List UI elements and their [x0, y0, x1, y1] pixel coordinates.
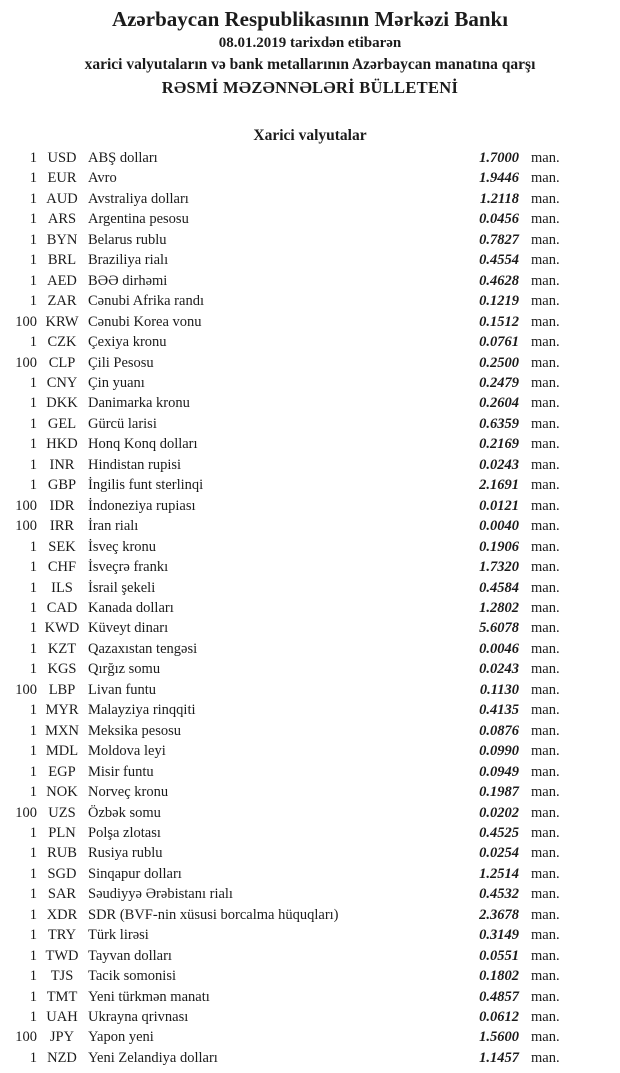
rate-value: 5.6078 [479, 620, 519, 637]
rate-value: 0.1987 [479, 784, 519, 801]
rate-unit-label: man. [531, 395, 560, 412]
rate-row [0, 434, 620, 454]
currency-code: CNY [46, 374, 78, 391]
rate-value: 0.4628 [479, 272, 519, 289]
rate-value: 2.1691 [479, 477, 519, 494]
rate-quantity: 1 [29, 947, 37, 964]
rate-row [0, 618, 620, 638]
currency-code: TJS [50, 968, 74, 985]
rate-unit-label: man. [531, 518, 560, 535]
rate-unit-label: man. [531, 456, 560, 473]
rate-row [0, 496, 620, 516]
rate-row [0, 1007, 620, 1027]
rate-value: 0.0202 [479, 804, 519, 821]
rate-value: 0.0990 [479, 743, 519, 760]
rate-row [0, 291, 620, 311]
rate-unit-label: man. [531, 559, 560, 576]
rate-quantity: 1 [29, 272, 37, 289]
currency-code: EGP [48, 763, 76, 780]
currency-code: RUB [47, 845, 77, 862]
rate-unit-label: man. [531, 436, 560, 453]
rate-quantity: 1 [29, 211, 37, 228]
rate-quantity: 1 [29, 395, 37, 412]
rate-unit-label: man. [531, 150, 560, 166]
rate-value: 0.1906 [479, 538, 519, 555]
currency-name: Küveyt dinarı [88, 620, 169, 637]
rate-quantity: 1 [29, 845, 37, 862]
rate-value: 0.0551 [479, 947, 519, 964]
currency-name: Yeni Zelandiya dolları [88, 1049, 218, 1066]
rate-quantity: 1 [29, 334, 37, 351]
rate-quantity: 1 [29, 968, 37, 985]
rate-value: 1.5600 [479, 1029, 519, 1046]
rate-value: 0.0612 [479, 1009, 519, 1026]
currency-code: KWD [44, 620, 80, 637]
currency-code: TMT [46, 988, 78, 1005]
currency-code: SAR [47, 886, 77, 903]
rate-row [0, 353, 620, 373]
currency-name: İsveçrə frankı [88, 559, 169, 576]
currency-name: Ukrayna qrivnası [88, 1009, 189, 1026]
currency-name: ABŞ dolları [88, 150, 158, 166]
rate-quantity: 1 [29, 763, 37, 780]
currency-name: Danimarka kronu [88, 395, 190, 412]
rate-value: 0.0121 [479, 497, 519, 514]
currency-name: Belarus rublu [88, 231, 167, 248]
rate-unit-label: man. [531, 906, 560, 923]
rate-row [0, 966, 620, 986]
document-header [0, 0, 620, 99]
rate-row [0, 905, 620, 925]
rate-unit-label: man. [531, 231, 560, 248]
rate-unit-label: man. [531, 497, 560, 514]
rate-row [0, 455, 620, 475]
rate-row [0, 271, 620, 291]
bank-title: Azərbaycan Respublikasının Mərkəzi Bankı [111, 7, 509, 31]
rate-value: 2.3678 [479, 906, 519, 923]
rate-quantity: 1 [29, 415, 37, 432]
currency-code: ZAR [47, 293, 77, 310]
currency-name: Rusiya rublu [88, 845, 163, 862]
rate-value: 0.2479 [479, 374, 519, 391]
currency-code: TWD [45, 947, 79, 964]
currency-name: Sinqapur dolları [88, 865, 182, 882]
rate-value: 1.2802 [479, 599, 519, 616]
rate-quantity: 1 [29, 293, 37, 310]
currency-name: Özbək somu [88, 804, 161, 821]
currency-name: Malayziya rinqqiti [88, 702, 196, 719]
rate-value: 1.7000 [479, 150, 519, 166]
rate-value: 1.2118 [479, 190, 519, 207]
rate-quantity: 100 [15, 497, 37, 514]
currency-name: İsveç kronu [88, 538, 157, 555]
document-subtitle: xarici valyutaların və bank metallarının Azərbaycan manatına qarşı [84, 56, 536, 73]
rate-unit-label: man. [531, 804, 560, 821]
currency-code: NOK [46, 784, 78, 801]
rate-unit-label: man. [531, 579, 560, 596]
rate-unit-label: man. [531, 865, 560, 882]
rate-value: 0.0040 [479, 518, 519, 535]
rate-value: 0.4532 [479, 886, 519, 903]
rate-quantity: 1 [29, 886, 37, 903]
currency-code: GEL [47, 415, 77, 432]
currency-name: Moldova leyi [88, 743, 166, 760]
rate-value: 0.0243 [479, 661, 519, 678]
currency-code: DKK [46, 395, 78, 412]
rate-quantity: 1 [29, 436, 37, 453]
currency-name: Cənubi Korea vonu [88, 313, 202, 330]
rate-unit-label: man. [531, 968, 560, 985]
effective-date-line: 08.01.2019 tarixdən etibarən [218, 35, 402, 51]
rate-quantity: 1 [29, 784, 37, 801]
currency-code: KGS [47, 661, 77, 678]
currency-code: BRL [47, 252, 77, 269]
rate-unit-label: man. [531, 211, 560, 228]
currency-name: BƏƏ dirhəmi [88, 272, 168, 289]
currency-name: Meksika pesosu [88, 722, 182, 739]
rate-quantity: 1 [29, 824, 37, 841]
bulletin-title: RƏSMİ MƏZƏNNƏLƏRİ BÜLLETENİ [161, 78, 459, 97]
currency-code: XDR [46, 906, 78, 923]
rate-quantity: 1 [29, 477, 37, 494]
rate-unit-label: man. [531, 1049, 560, 1066]
rate-row [0, 373, 620, 393]
rate-unit-label: man. [531, 681, 560, 698]
rate-row [0, 189, 620, 209]
rate-unit-label: man. [531, 702, 560, 719]
rate-unit-label: man. [531, 599, 560, 616]
rate-value: 0.3149 [479, 927, 519, 944]
rate-value: 0.7827 [479, 231, 519, 248]
rate-row [0, 537, 620, 557]
currency-name: Səudiyyə Ərəbistanı rialı [88, 886, 233, 903]
rate-row [0, 332, 620, 352]
rate-row [0, 987, 620, 1007]
rate-quantity: 1 [29, 170, 37, 187]
rate-value: 0.4525 [479, 824, 519, 841]
rate-value: 0.2169 [479, 436, 519, 453]
rate-row [0, 516, 620, 536]
rate-quantity: 1 [29, 579, 37, 596]
currency-code: LBP [48, 681, 76, 698]
rate-row [0, 475, 620, 495]
rate-quantity: 100 [15, 313, 37, 330]
rate-quantity: 1 [29, 599, 37, 616]
rate-unit-label: man. [531, 927, 560, 944]
rate-unit-label: man. [531, 763, 560, 780]
currency-name: İsrail şekeli [88, 579, 156, 596]
rate-unit-label: man. [531, 661, 560, 678]
rate-value: 0.6359 [479, 415, 519, 432]
rate-row [0, 312, 620, 332]
currency-name: Argentina pesosu [88, 211, 189, 228]
rate-quantity: 100 [15, 804, 37, 821]
currency-code: SEK [48, 538, 76, 555]
rate-row [0, 148, 620, 168]
rate-row [0, 250, 620, 270]
currency-code: IRR [49, 518, 75, 535]
rate-quantity: 1 [29, 702, 37, 719]
rate-value: 0.0254 [479, 845, 519, 862]
currency-name: Türk lirəsi [88, 927, 149, 944]
currency-name: Livan funtu [88, 681, 157, 698]
rate-quantity: 1 [29, 1049, 37, 1066]
rate-row [0, 680, 620, 700]
rate-value: 0.1130 [479, 681, 519, 698]
currency-code: AUD [46, 190, 78, 207]
currency-name: İndoneziya rupiası [88, 497, 196, 514]
rate-unit-label: man. [531, 947, 560, 964]
rate-value: 1.7320 [479, 559, 519, 576]
rate-row [0, 762, 620, 782]
rate-row [0, 639, 620, 659]
rate-row [0, 884, 620, 904]
rate-row [0, 803, 620, 823]
rate-quantity: 1 [29, 374, 37, 391]
rate-unit-label: man. [531, 784, 560, 801]
currency-name: Avro [88, 170, 117, 187]
rate-quantity: 1 [29, 456, 37, 473]
currency-code: UZS [48, 804, 76, 821]
rate-unit-label: man. [531, 415, 560, 432]
currency-code: HKD [46, 436, 78, 453]
rate-unit-label: man. [531, 845, 560, 862]
currency-code: KRW [45, 313, 79, 330]
rate-value: 1.9446 [479, 170, 519, 187]
currency-name: Yeni türkmən manatı [88, 988, 210, 1005]
rate-value: 0.4554 [479, 252, 519, 269]
rate-row [0, 557, 620, 577]
rate-row [0, 230, 620, 250]
rate-row [0, 168, 620, 188]
rate-row [0, 925, 620, 945]
currency-name: Çili Pesosu [88, 354, 154, 371]
currency-code: AED [47, 272, 77, 289]
currency-code: MDL [45, 743, 79, 760]
rate-quantity: 1 [29, 927, 37, 944]
currency-code: TRY [47, 927, 77, 944]
rate-row [0, 659, 620, 679]
currency-name: Norveç kronu [88, 784, 169, 801]
currency-code: GBP [47, 477, 77, 494]
rate-unit-label: man. [531, 988, 560, 1005]
currency-code: INR [49, 456, 75, 473]
rate-unit-label: man. [531, 722, 560, 739]
currency-code: CLP [48, 354, 76, 371]
rate-quantity: 100 [15, 681, 37, 698]
exchange-rate-table [0, 148, 620, 1068]
rate-value: 0.2604 [479, 395, 519, 412]
rate-value: 1.1457 [479, 1049, 519, 1066]
rate-unit-label: man. [531, 477, 560, 494]
currency-code: CHF [47, 559, 77, 576]
rate-value: 0.0761 [479, 334, 519, 351]
currency-name: Qazaxıstan tengəsi [88, 640, 198, 657]
rate-unit-label: man. [531, 252, 560, 269]
rate-quantity: 1 [29, 906, 37, 923]
rate-unit-label: man. [531, 886, 560, 903]
currency-name: Polşa zlotası [88, 824, 161, 841]
rate-row [0, 782, 620, 802]
rate-value: 0.1219 [479, 293, 519, 310]
currency-code: UAH [46, 1009, 78, 1026]
rate-value: 0.0949 [479, 763, 519, 780]
currency-code: SGD [47, 865, 77, 882]
rate-unit-label: man. [531, 190, 560, 207]
rate-value: 0.0243 [479, 456, 519, 473]
currency-code: PLN [48, 824, 76, 841]
rate-unit-label: man. [531, 170, 560, 187]
rate-value: 0.0876 [479, 722, 519, 739]
rate-quantity: 1 [29, 1009, 37, 1026]
rate-unit-label: man. [531, 1009, 560, 1026]
rate-value: 0.4857 [479, 988, 519, 1005]
rate-quantity: 1 [29, 150, 37, 166]
rate-unit-label: man. [531, 1029, 560, 1046]
rate-quantity: 1 [29, 190, 37, 207]
rate-quantity: 1 [29, 661, 37, 678]
rate-unit-label: man. [531, 824, 560, 841]
rate-row [0, 946, 620, 966]
rate-row [0, 209, 620, 229]
currency-code: ARS [47, 211, 77, 228]
rate-unit-label: man. [531, 620, 560, 637]
section-title-foreign-currencies: Xarici valyutalar [253, 127, 367, 144]
rate-quantity: 1 [29, 865, 37, 882]
rate-row [0, 823, 620, 843]
currency-name: Tayvan dolları [88, 947, 172, 964]
rate-row [0, 700, 620, 720]
currency-code: EUR [47, 170, 77, 187]
currency-name: Misir funtu [88, 763, 154, 780]
rate-unit-label: man. [531, 334, 560, 351]
rate-quantity: 100 [15, 518, 37, 535]
rate-row [0, 721, 620, 741]
rate-value: 0.4584 [479, 579, 519, 596]
rate-quantity: 1 [29, 620, 37, 637]
currency-code: CAD [46, 599, 78, 616]
rate-unit-label: man. [531, 743, 560, 760]
currency-code: BYN [46, 231, 78, 248]
rate-quantity: 1 [29, 559, 37, 576]
rate-unit-label: man. [531, 293, 560, 310]
currency-name: SDR (BVF-nin xüsusi borcalma hüquqları) [88, 906, 339, 923]
currency-name: Kanada dolları [88, 599, 174, 616]
rate-value: 0.0046 [479, 640, 519, 657]
currency-name: Braziliya rialı [88, 252, 169, 269]
rate-value: 0.2500 [479, 354, 519, 371]
rate-value: 0.1802 [479, 968, 519, 985]
currency-name: Çexiya kronu [88, 334, 167, 351]
rate-quantity: 1 [29, 988, 37, 1005]
rate-row [0, 578, 620, 598]
rate-row [0, 414, 620, 434]
rate-row [0, 741, 620, 761]
rate-unit-label: man. [531, 272, 560, 289]
currency-name: İngilis funt sterlinqi [88, 477, 204, 494]
rate-quantity: 1 [29, 231, 37, 248]
currency-code: JPY [49, 1029, 75, 1046]
rate-value: 0.0456 [479, 211, 519, 228]
currency-code: MYR [45, 702, 79, 719]
currency-code: NZD [47, 1049, 77, 1066]
currency-code: USD [47, 150, 77, 166]
currency-name: İran rialı [88, 518, 139, 535]
currency-name: Qırğız somu [88, 661, 161, 678]
rate-row [0, 843, 620, 863]
rate-quantity: 1 [29, 252, 37, 269]
rate-quantity: 100 [15, 1029, 37, 1046]
rate-value: 1.2514 [479, 865, 519, 882]
currency-name: Tacik somonisi [88, 968, 176, 985]
rate-value: 0.1512 [479, 313, 519, 330]
currency-name: Avstraliya dolları [88, 190, 189, 207]
rate-row [0, 1048, 620, 1068]
rate-value: 0.4135 [479, 702, 519, 719]
currency-code: KZT [47, 640, 77, 657]
currency-code: CZK [47, 334, 77, 351]
rate-row [0, 1027, 620, 1047]
rate-quantity: 1 [29, 743, 37, 760]
currency-name: Cənubi Afrika randı [88, 293, 204, 310]
rate-quantity: 1 [29, 538, 37, 555]
rate-row [0, 864, 620, 884]
rate-unit-label: man. [531, 313, 560, 330]
currency-name: Yapon yeni [88, 1029, 154, 1046]
currency-name: Hindistan rupisi [88, 456, 182, 473]
rate-unit-label: man. [531, 640, 560, 657]
rate-quantity: 100 [15, 354, 37, 371]
currency-code: ILS [51, 579, 73, 596]
currency-name: Gürcü larisi [88, 415, 157, 432]
rate-unit-label: man. [531, 538, 560, 555]
currency-name: Çin yuanı [88, 374, 145, 391]
currency-code: MXN [45, 722, 79, 739]
rate-quantity: 1 [29, 640, 37, 657]
rate-row [0, 393, 620, 413]
currency-name: Honq Konq dolları [88, 436, 198, 453]
rate-unit-label: man. [531, 374, 560, 391]
rate-row [0, 598, 620, 618]
rate-quantity: 1 [29, 722, 37, 739]
currency-code: IDR [49, 497, 75, 514]
rate-unit-label: man. [531, 354, 560, 371]
